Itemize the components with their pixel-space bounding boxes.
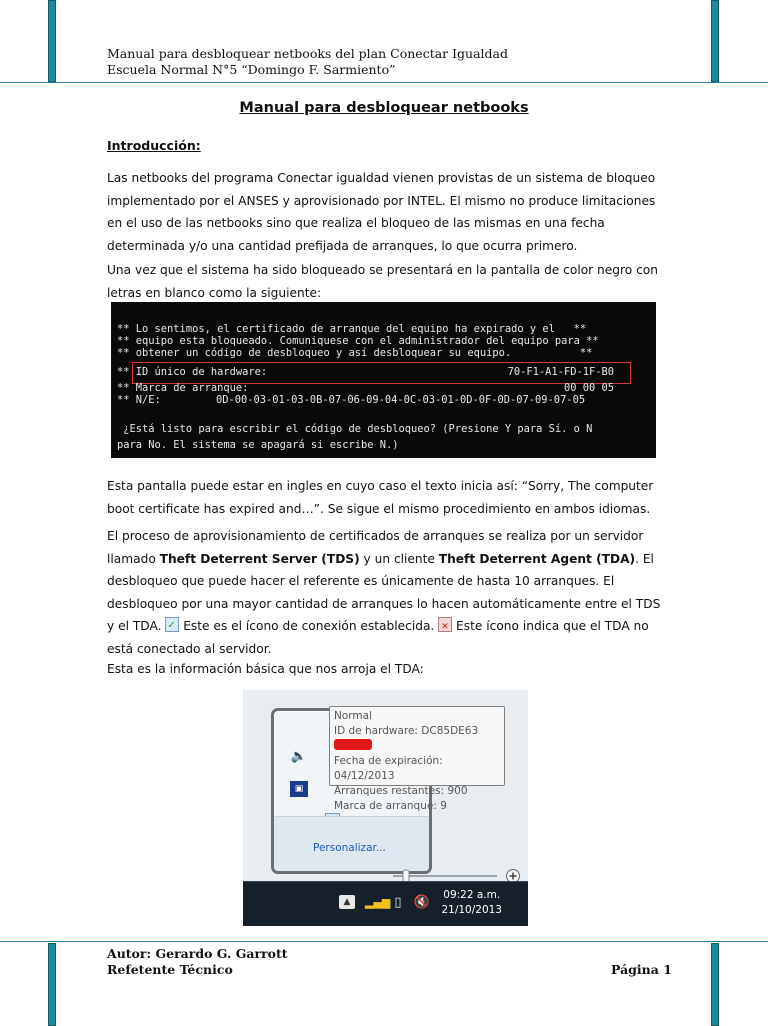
show-hidden-icons-button[interactable]: ▲ [339,895,355,909]
taskbar-clock[interactable] [441,888,502,918]
footer-page-number: Página 1 [611,962,672,977]
tda-term: Theft Deterrent Agent (TDA) [438,551,636,566]
popup-footer [274,816,429,871]
paragraph-tds-tda [107,525,663,660]
top-right-bar [711,0,719,82]
header-line-1: Manual para desbloquear netbooks del plan Conectar Igualdad [107,46,509,61]
header-rule [0,82,768,83]
tooltip-remaining: Arranques restantes: 900 [334,785,468,797]
footer-author: Autor: Gerardo G. Garrott [107,946,288,961]
tooltip-mark: Marca de arranque: 9 [334,800,447,812]
customize-link[interactable]: Personalizar... [313,842,386,854]
paragraph-intro: Las netbooks del programa Conectar igualdad vienen provistas de un sistema de bloqueo implementado por el ANSES y aprovisionado por INTEL. El mismo no produce limitaciones en el uso de las netbooks sino que realiza el bloqueo de las mismas en una fecha determinada y/o una cantidad prefijada de arranques, lo que ocurra primero. [107,171,656,253]
footer-role: Refetente Técnico [107,962,233,977]
paragraph-lock-screen: Una vez que el sistema ha sido bloqueado se presentará en la pantalla de color negro con letras en blanco como la siguiente: [107,263,658,300]
clock-time: 09:22 a.m. [443,889,501,901]
footer-rule [0,941,768,942]
tda-disconnected-icon [438,617,452,632]
p4-part-e: Este ícono indica que el TDA no está conectado al servidor. [107,619,649,656]
tooltip-hardware-row [334,724,500,754]
bottom-left-bar [48,943,56,1026]
paragraph-english-note: Esta pantalla puede estar en ingles en cuyo caso el texto inicia así: “Sorry, The computer boot certificate has expired and…”. Se sigue el mismo procedimiento en ambos idiomas. [107,479,654,516]
terminal-mark-value: 00 00 05 [563,382,614,394]
terminal-hw-label: ** ID único de hardware: [117,366,268,378]
clock-date: 21/10/2013 [441,904,502,916]
speaker-icon[interactable]: 🔈 [290,749,308,764]
bottom-right-bar [711,943,719,1026]
battery-icon[interactable]: ▯ [394,895,402,910]
tooltip-hardware: ID de hardware: DC85DE63 [334,725,479,737]
tds-term: Theft Deterrent Server (TDS) [159,551,360,566]
tooltip-expiry: Fecha de expiración: 04/12/2013 [334,755,443,782]
terminal-prompt-2: para No. El sistema se apagará si escribe N.) [117,439,399,451]
p4-part-c: . El desbloqueo que puede hacer el referente es únicamente de hasta 10 arranques. El desbloqueo por una mayor cantidad de arranques lo hacen automáticamente entre el TDS y el TDA. [107,551,661,633]
p4-part-d: Este es el ícono de conexión establecida. [179,619,439,633]
muted-speaker-icon[interactable]: 🔇 [413,895,431,910]
terminal-prompt-1: ¿Está listo para escribir el código de desbloqueo? (Presione Y para Sí. o N [117,423,593,435]
header-line-2: Escuela Normal N°5 “Domingo F. Sarmiento” [107,62,396,77]
paragraph-tda-info: Esta es la información básica que nos arroja el TDA: [107,662,424,676]
terminal-ne-value: 0D-00-03-01-03-0B-07-06-09-04-0C-03-01-0D-0F-0D-07-09-07-05 [216,394,586,406]
terminal-ne-label: ** N/E: [117,394,161,406]
tooltip-status: Normal [334,710,372,722]
top-left-bar [48,0,56,82]
p4-part-b: y un cliente [359,551,439,566]
signal-icon[interactable]: ▂▄▆ [365,896,391,909]
redaction-mark [334,739,372,750]
display-icon[interactable]: ▣ [290,781,308,797]
terminal-line-2: ** equipo esta bloqueado. Comuniquese con el administrador del equipo para ** [117,335,599,347]
tda-tooltip [329,706,505,812]
taskbar [243,881,528,926]
terminal-mark-label: ** Marca de arranque: [117,382,249,394]
terminal-line-3: ** obtener un código de desbloqueo y así desbloquear su equipo. ** [117,347,593,359]
document-title: Manual para desbloquear netbooks [239,100,529,116]
lock-screen-image [111,302,656,458]
tda-connected-icon [165,617,179,632]
terminal-line-1: ** Lo sentimos, el certificado de arranque del equipo ha expirado y el ** [117,323,587,335]
p4-part-a: El proceso de aprovisionamiento de certificados de arranques se realiza por un servidor llamado [107,529,644,566]
tda-info-screenshot [243,690,528,926]
terminal-hw-value: 70-F1-A1-FD-1F-B0 [507,366,614,378]
intro-heading: Introducción: [107,138,201,153]
